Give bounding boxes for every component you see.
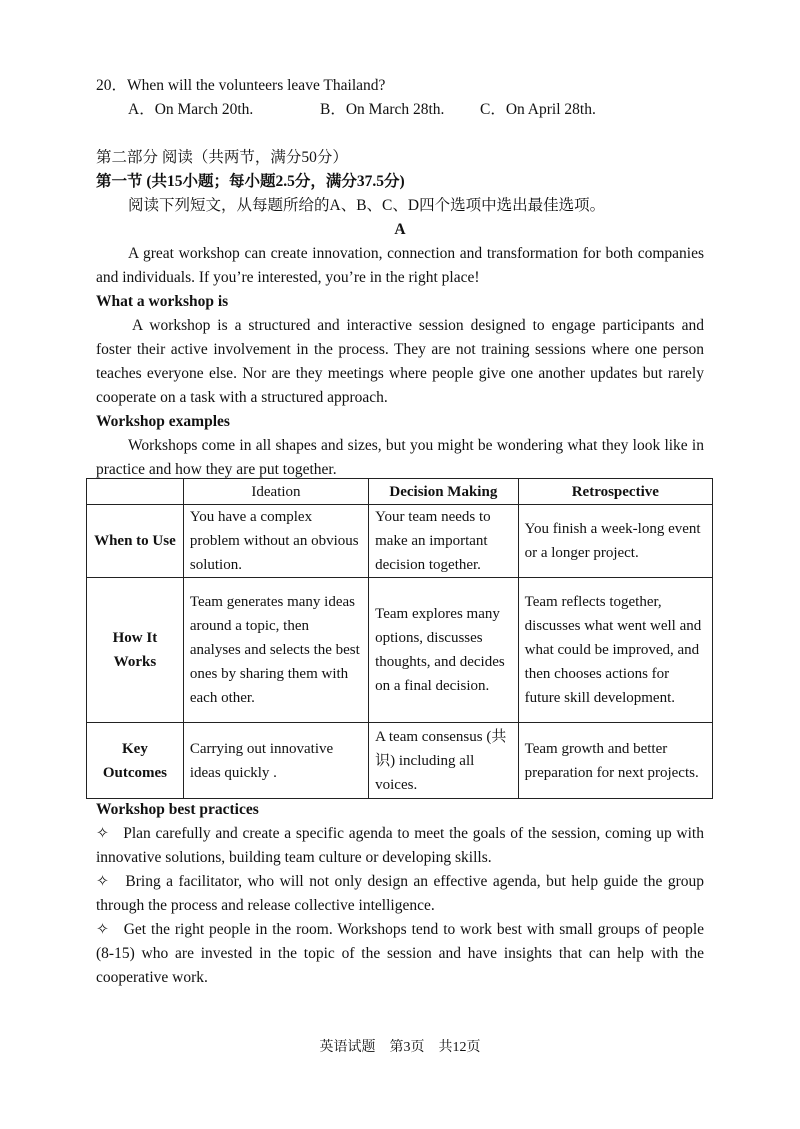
option-a: A．On March 20th. — [128, 101, 254, 118]
table-header-retrospective: Retrospective — [518, 479, 712, 505]
passage-intro: A great workshop can create innovation, connection and transformation for both companies and individuals. If you’re interested, you’re in the right place! — [96, 245, 704, 286]
cell-decision-outcome: A team consensus (共识) including all voices. — [369, 723, 518, 799]
table-row — [87, 505, 713, 578]
passage-letter: A — [394, 221, 406, 238]
row-label-how-it-works: How It Works — [87, 578, 184, 723]
practice-text: Get the right people in the room. Workshops tend to work best with small groups of people (8-15) who are invested in the topic of the session and have insights that can help with the cooperative work. — [96, 921, 704, 986]
practice-text: Bring a facilitator, who will not only design an effective agenda, but help guide the group through the process and release collective intelligence. — [96, 873, 704, 914]
paragraph-workshop-examples: Workshops come in all shapes and sizes, but you might be wondering what they look like in practice and how they are put together. — [96, 437, 704, 478]
cell-decision-when: Your team needs to make an important decision together. — [369, 505, 518, 578]
heading-best-practices: Workshop best practices — [96, 801, 259, 818]
table-header-row — [87, 479, 713, 505]
section1-heading: 第一节 (共15小题；每小题2.5分，满分37.5分) — [96, 173, 405, 190]
practice-item — [96, 870, 704, 918]
cell-ideation-when: You have a complex problem without an obvious solution. — [183, 505, 368, 578]
sparkle-bullet-icon: ✧ — [96, 921, 109, 938]
workshop-table — [86, 478, 713, 799]
question-20-stem: 20．When will the volunteers leave Thailand? — [96, 77, 386, 94]
row-label-when-to-use: When to Use — [87, 505, 184, 578]
table-row — [87, 723, 713, 799]
option-c: C．On April 28th. — [480, 101, 596, 118]
row-label-key-outcomes: Key Outcomes — [87, 723, 184, 799]
cell-retrospective-when: You finish a week-long event or a longer project. — [518, 505, 712, 578]
heading-workshop-examples: Workshop examples — [96, 413, 230, 430]
table-header-ideation: Ideation — [183, 479, 368, 505]
cell-decision-how: Team explores many options, discusses thoughts, and decides on a final decision. — [369, 578, 518, 723]
cell-ideation-how: Team generates many ideas around a topic, then analyses and selects the best ones by sharing them with each other. — [183, 578, 368, 723]
paragraph-what-a-workshop-is: A workshop is a structured and interactive session designed to engage participants and foster their active involvement in the process. They are not training sessions where one person teaches everyone else. Nor are they meetings where people give one another updates but rarely cooperate on a task with a structured approach. — [96, 317, 704, 406]
practice-text: Plan carefully and create a specific agenda to meet the goals of the session, coming up with innovative solutions, building team culture or developing skills. — [96, 825, 704, 866]
part2-heading: 第二部分 阅读（共两节，满分50分） — [96, 149, 348, 166]
sparkle-bullet-icon: ✧ — [96, 825, 109, 842]
page-footer: 英语试题 第3页 共12页 — [319, 1040, 481, 1055]
reading-instruction: 阅读下列短文，从每题所给的A、B、C、D四个选项中选出最佳选项。 — [128, 197, 606, 214]
table-row — [87, 578, 713, 723]
cell-retrospective-how: Team reflects together, discusses what went well and what could be improved, and then chooses actions for future skill development. — [518, 578, 712, 723]
practice-item — [96, 918, 704, 990]
question-20-options — [96, 98, 704, 122]
cell-ideation-outcome: Carrying out innovative ideas quickly . — [183, 723, 368, 799]
sparkle-bullet-icon: ✧ — [96, 873, 109, 890]
table-header-empty — [87, 479, 184, 505]
option-b: B．On March 28th. — [320, 101, 445, 118]
heading-what-a-workshop-is: What a workshop is — [96, 293, 229, 310]
table-header-decision-making: Decision Making — [369, 479, 518, 505]
practice-item — [96, 822, 704, 870]
cell-retrospective-outcome: Team growth and better preparation for next projects. — [518, 723, 712, 799]
